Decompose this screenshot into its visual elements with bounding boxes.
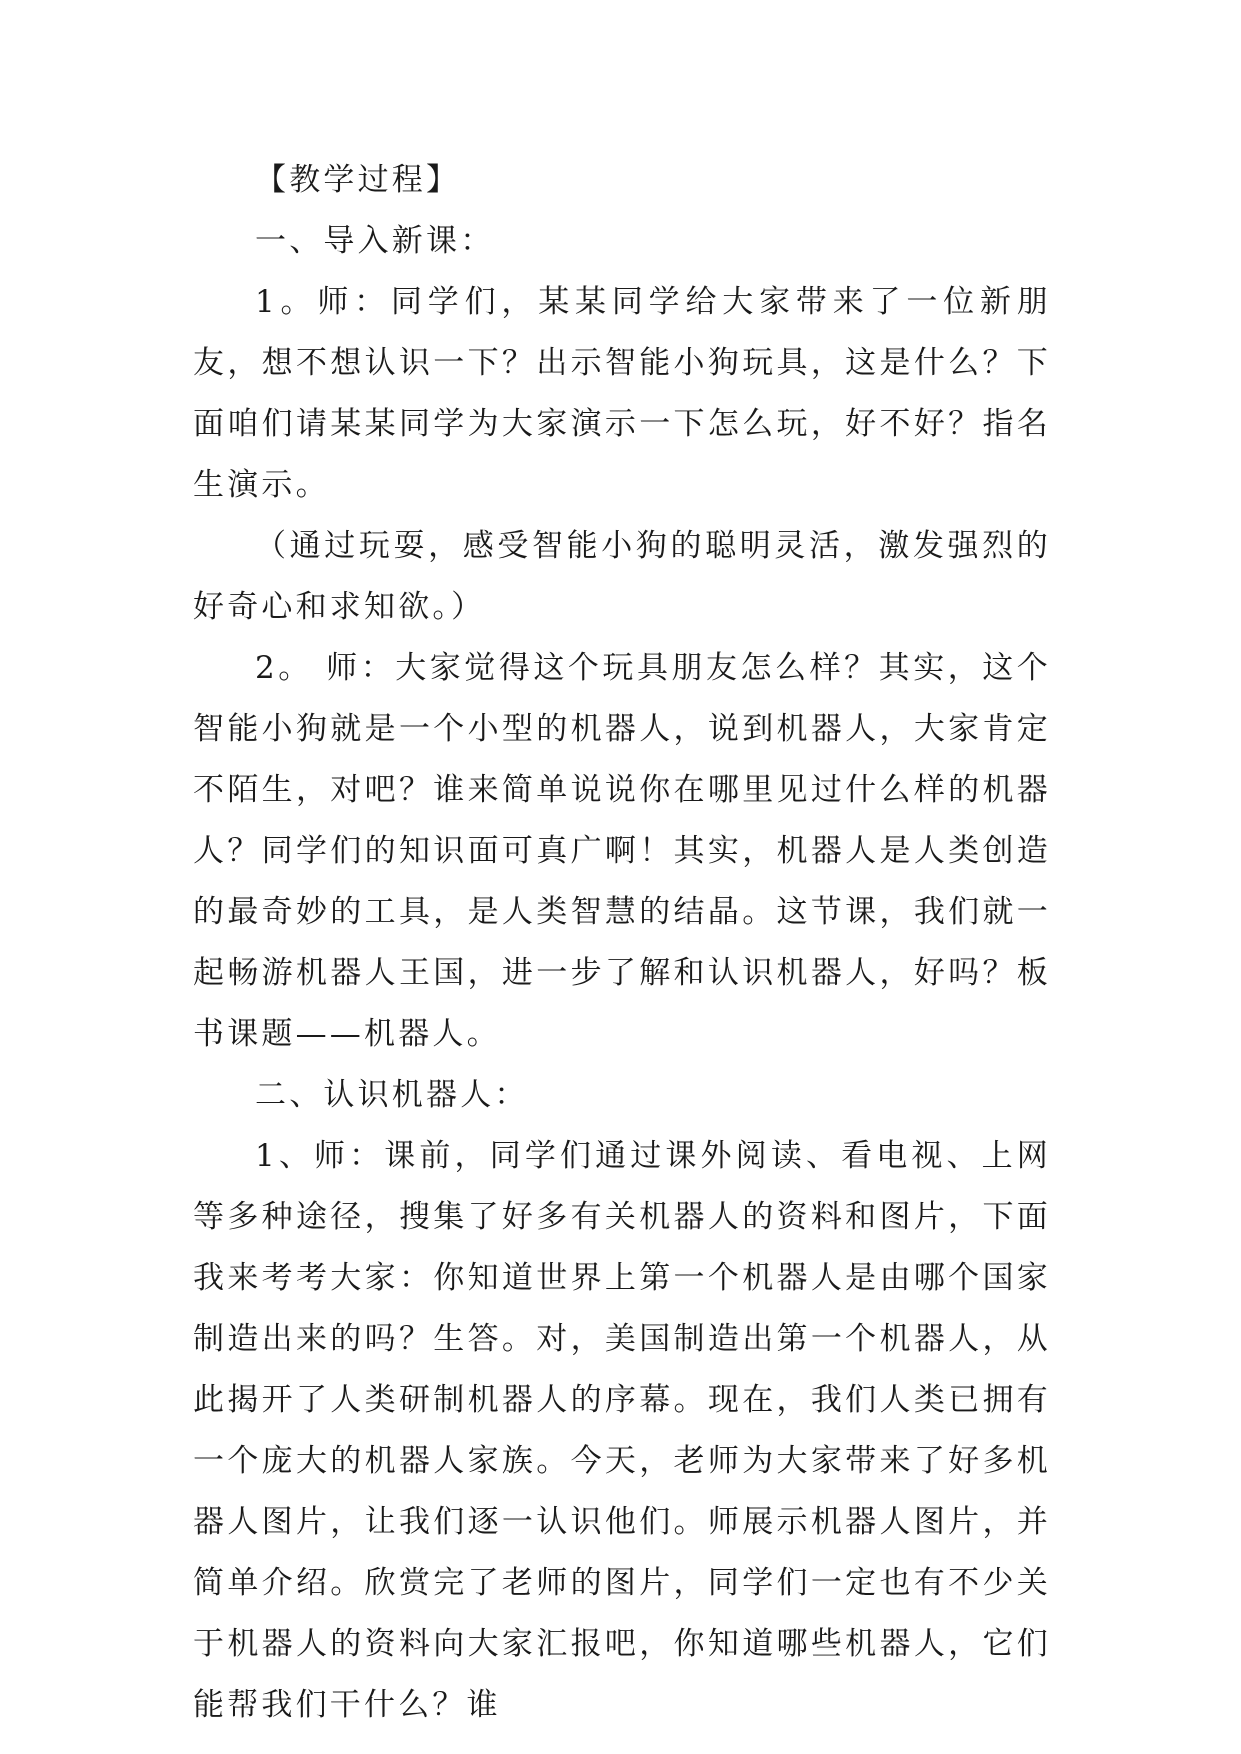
paragraph-2: （通过玩耍，感受智能小狗的聪明灵活，激发强烈的好奇心和求知欲。） <box>193 528 1051 625</box>
section-title: 【教学过程】 <box>255 162 461 198</box>
paragraph-1: 1。师：同学们，某某同学给大家带来了一位新朋友，想不想认识一下？出示智能小狗玩具，这是什么？下面咱们请某某同学为大家演示一下怎么玩，好不好？指名生演示。 <box>193 284 1051 503</box>
part2-heading: 二、认识机器人： <box>255 1077 529 1113</box>
paragraph-4: 1、师：课前，同学们通过课外阅读、看电视、上网等多种途径，搜集了好多有关机器人的资料和图片，下面我来考考大家：你知道世界上第一个机器人是由哪个国家制造出来的吗？生答。对，美国制造出第一个机器人，从此揭开了人类研制机器人的序幕。现在，我们人类已拥有一个庞大的机器人家族。今天，老师为大家带来了好多机器人图片，让我们逐一认识他们。师展示机器人图片，并简单介绍。欣赏完了老师的图片，同学们一定也有不少关于机器人的资料向大家汇报吧，你知道哪些机器人，它们能帮我们干什么？谁 <box>193 1138 1051 1723</box>
paragraph-3: 2。 师：大家觉得这个玩具朋友怎么样？其实，这个智能小狗就是一个小型的机器人，说到机器人，大家肯定不陌生，对吧？谁来简单说说你在哪里见过什么样的机器人？同学们的知识面可真广啊！其实，机器人是人类创造的最奇妙的工具，是人类智慧的结晶。这节课，我们就一起畅游机器人王国，进一步了解和认识机器人，好吗？板书课题——机器人。 <box>193 650 1051 1052</box>
part1-heading: 一、导入新课： <box>255 223 495 259</box>
document-body <box>193 150 1051 1736</box>
